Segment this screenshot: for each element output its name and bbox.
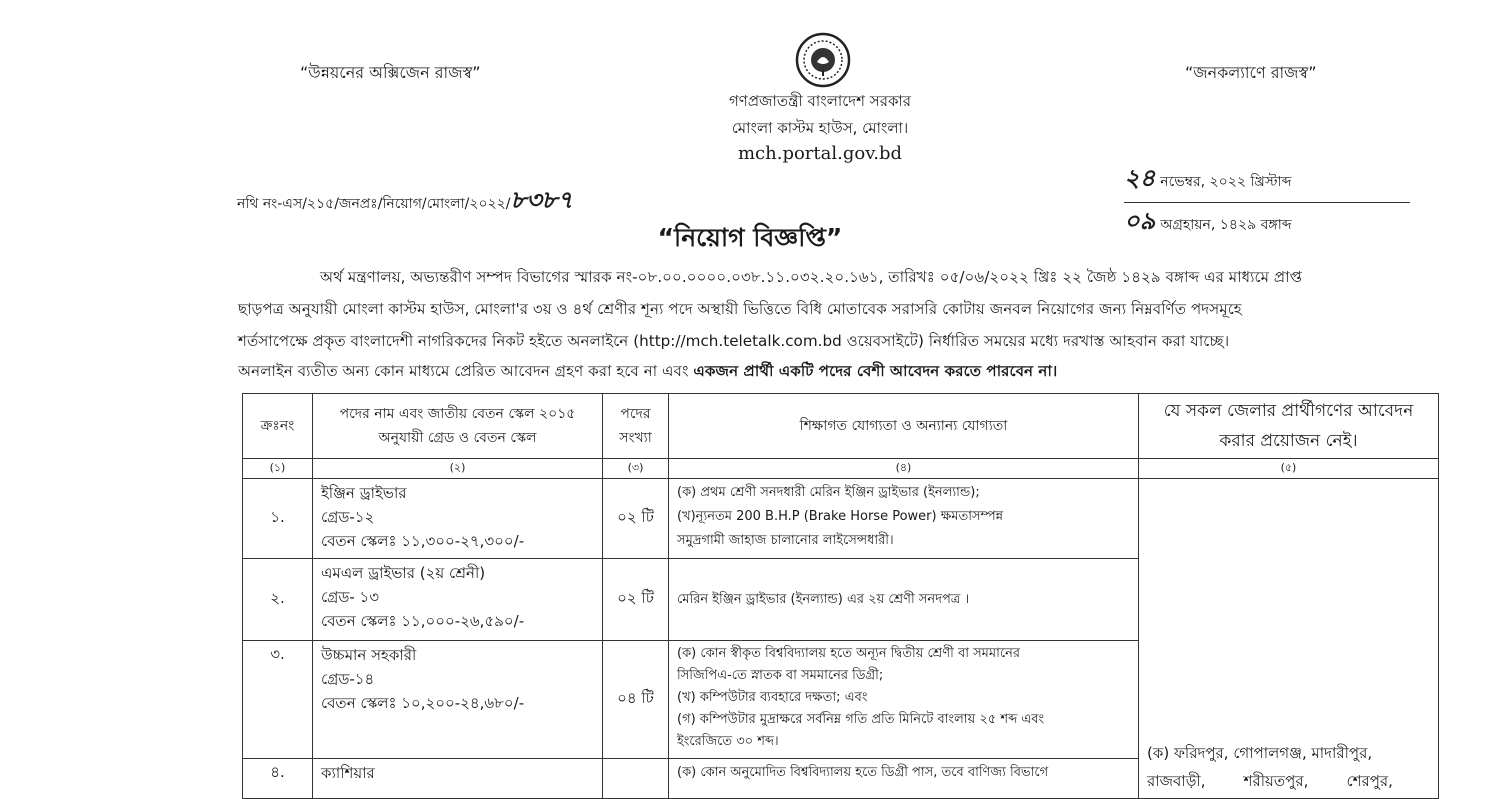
districts-line-2: রাজবাড়ী, শরীয়তপুর, শেরপুর, [1147, 772, 1393, 790]
row-serial: ৩. [243, 641, 313, 759]
paragraph-line-4 [238, 360, 1414, 385]
qualification-line: সিজিপিএ-তে স্নাতক বা সমমানের ডিগ্রী; [677, 668, 884, 683]
gregorian-day: ২৪ [1124, 164, 1156, 192]
memo-number [237, 182, 573, 222]
office-website: mch.portal.gov.bd [737, 143, 903, 164]
qualification-line: (গ) কম্পিউটার মুদ্রাক্ষরে সর্বনিম্ন গতি প্রতি মিনিটে বাংলায় ২৫ শব্দ এবং [677, 712, 1045, 727]
row-count: ০২ টি [603, 559, 669, 641]
office-name: মোংলা কাস্টম হাউস, মোংলা। [731, 119, 909, 137]
row-post [313, 479, 603, 559]
post-scale: বেতন স্কেলঃ ১০,২০০-২৪,৬৮০/- [321, 694, 525, 712]
qualification-line: (খ)ন্যূনতম 200 B.H.P (Brake Horse Power) ক্ষমতাসম্পন্ন [677, 509, 1004, 524]
bangla-day: ০৯ [1124, 207, 1156, 235]
header-count: পদের সংখ্যা [603, 394, 669, 459]
government-seal-icon [795, 32, 851, 88]
table-index-row [243, 459, 1439, 479]
motto-left: “উন্নয়নের অক্সিজেন রাজস্ব” [300, 63, 481, 82]
post-grade: গ্রেড-১২ [321, 508, 375, 526]
row-count [603, 759, 669, 799]
row-count: ০৪ টি [603, 641, 669, 759]
post-name: এমএল ড্রাইভার (২য় শ্রেনী) [321, 564, 486, 582]
post-grade: গ্রেড-১৪ [321, 670, 375, 688]
row-qualification [669, 479, 1139, 559]
memo-number-handwritten: ৮৩৮৭ [510, 186, 573, 214]
paragraph-line-2: ছাড়পত্র অনুযায়ী মোংলা কাস্টম হাউস, মোংলা'র ৩য় ও ৪র্থ শ্রেণীর শূন্য পদে অস্থায়ী ভিত্তিতে বিধি মোতাবেক সরাসরি কোটায় জনবল নিয়োগের জন্য নিম্নবর্ণিত পদসমূহে [238, 300, 1242, 318]
paragraph-line-1: অর্থ মন্ত্রণালয়, অভ্যন্তরীণ সম্পদ বিভাগের স্মারক নং-০৮.০০.০০০০.০৩৮.১১.০৩২.২০.১৬১, তারিখঃ ০৫/০৬/২০২২ খ্রিঃ ২২ জৈষ্ঠ ১৪২৯ বঙ্গাব্দ এর মাধ্যমে প্রাপ্ত [320, 268, 1303, 286]
motto-right: “জনকল্যাণে রাজস্ব” [1185, 63, 1317, 82]
jobs-table [242, 393, 1439, 799]
qualification-line: (ক) প্রথম শ্রেণী সনদধারী মেরিন ইঞ্জিন ড্রাইভার (ইনল্যান্ড); [677, 485, 980, 500]
table-header-row [243, 394, 1439, 459]
row-qualification [669, 759, 1139, 799]
paragraph-line-3: শর্তসাপেক্ষে প্রকৃত বাংলাদেশী নাগরিকদের নিকট হইতে অনলাইনে (http://mch.teletalk.com.bd ওয়েবসাইটে) নির্ধারিত সময়ের মধ্যে দরখাস্ত আহবান করা যাচ্ছে। [238, 332, 1230, 350]
index-5: (৫) [1139, 459, 1439, 479]
paragraph-line-4-plain: অনলাইন ব্যতীত অন্য কোন মাধ্যমে প্রেরিত আবেদন গ্রহণ করা হবে না এবং [238, 362, 694, 380]
post-name: ইঞ্জিন ড্রাইভার [321, 484, 407, 502]
index-2: (২) [313, 459, 603, 479]
table-row [243, 479, 1439, 559]
post-name: ক্যাশিয়ার [321, 764, 375, 782]
row-count: ০২ টি [603, 479, 669, 559]
header-qualification: শিক্ষাগত যোগ্যতা ও অন্যান্য যোগ্যতা [669, 394, 1139, 459]
row-qualification [669, 641, 1139, 759]
header-serial: ক্রঃনং [243, 394, 313, 459]
post-scale: বেতন স্কেলঃ ১১,০০০-২৬,৫৯০/- [321, 612, 525, 630]
row-serial: ৪. [243, 759, 313, 799]
row-qualification [669, 559, 1139, 641]
government-name: গণপ্রজাতন্ত্রী বাংলাদেশ সরকার [728, 92, 912, 110]
qualification-line: সমুদ্রগামী জাহাজ চালানোর লাইসেন্সধারী। [677, 533, 894, 548]
index-1: (১) [243, 459, 313, 479]
paragraph-line-4-bold: একজন প্রার্থী একটি পদের বেশী আবেদন করতে পারবেন না। [693, 362, 1058, 380]
gregorian-date: নভেম্বর, ২০২২ খ্রিস্টাব্দ [1160, 174, 1292, 190]
row-post [313, 759, 603, 799]
row-post [313, 641, 603, 759]
qualification-line: ইংরেজিতে ৩০ শব্দ। [677, 734, 779, 749]
notice-title: “নিয়োগ বিজ্ঞপ্তি” [657, 223, 843, 252]
row-serial: ২. [243, 559, 313, 641]
index-4: (৪) [669, 459, 1139, 479]
qualification-line: মেরিন ইঞ্জিন ড্রাইভার (ইনল্যান্ড) এর ২য় শ্রেণী সনদপত্র । [677, 591, 970, 607]
qualification-line: (খ) কম্পিউটার ব্যবহারে দক্ষতা; এবং [677, 690, 868, 705]
post-grade: গ্রেড- ১৩ [321, 588, 380, 606]
post-scale: বেতন স্কেলঃ ১১,৩০০-২৭,৩০০/- [321, 532, 525, 550]
row-post [313, 559, 603, 641]
index-3: (৩) [603, 459, 669, 479]
header-excluded-districts: যে সকল জেলার প্রার্থীগণের আবেদন করার প্রয়োজন নেই। [1139, 394, 1439, 459]
districts-line-1: (ক) ফরিদপুর, গোপালগঞ্জ, মাদারীপুর, [1147, 744, 1373, 762]
excluded-districts-cell [1139, 479, 1439, 799]
memo-number-prefix: নথি নং-এস/২১৫/জনপ্রঃ/নিয়োগ/মোংলা/২০২২/ [237, 196, 511, 212]
qualification-line: (ক) কোন স্বীকৃত বিশ্ববিদ্যালয় হতে অন্যূন দ্বিতীয় শ্রেণী বা সমমানের [677, 646, 1021, 661]
row-serial: ১. [243, 479, 313, 559]
bangla-date: অগ্রহায়ন, ১৪২৯ বঙ্গাব্দ [1160, 217, 1292, 233]
header-post: পদের নাম এবং জাতীয় বেতন স্কেল ২০১৫ অনুযায়ী গ্রেড ও বেতন স্কেল [313, 394, 603, 459]
post-name: উচ্চমান সহকারী [321, 646, 417, 664]
qualification-line: (ক) কোন অনুমোদিত বিশ্ববিদ্যালয় হতে ডিগ্রী পাস, তবে বাণিজ্য বিভাগে [677, 765, 1049, 780]
